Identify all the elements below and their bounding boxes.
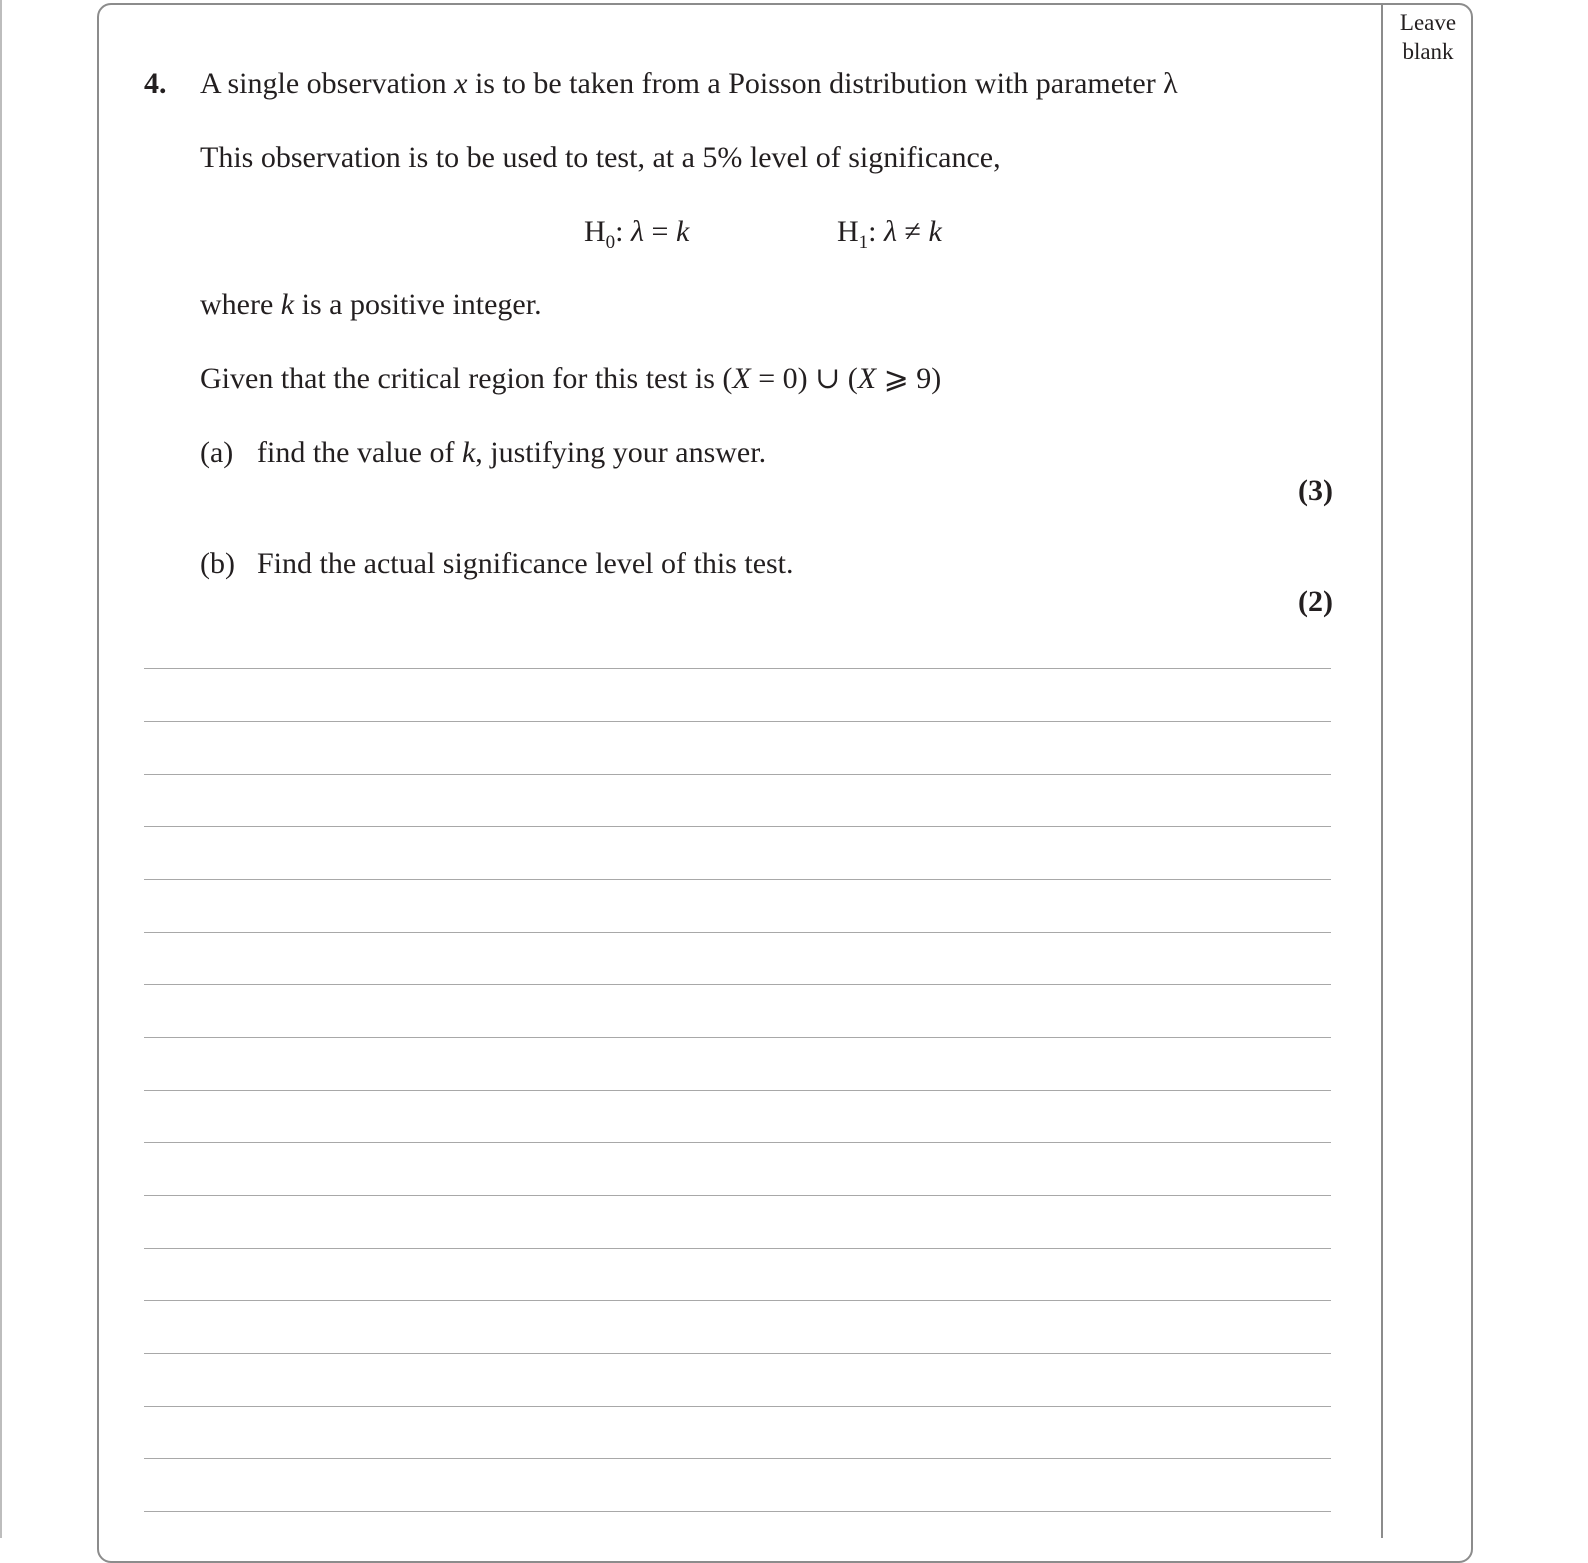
leave-blank-label	[1385, 8, 1471, 66]
test-statement: This observation is to be used to test, at a 5% level of significance,	[200, 141, 1001, 174]
k-definition: where k is a positive integer.	[200, 288, 542, 321]
page-edge	[0, 0, 2, 1538]
answer-line[interactable]	[144, 879, 1331, 880]
answer-frame	[97, 3, 1473, 1563]
answer-line[interactable]	[144, 1248, 1331, 1249]
answer-line[interactable]	[144, 774, 1331, 775]
part-b-label: (b)	[200, 547, 235, 580]
question-intro: A single observation x is to be taken from a Poisson distribution with parameter λ	[200, 67, 1178, 100]
answer-line[interactable]	[144, 1037, 1331, 1038]
answer-line[interactable]	[144, 1300, 1331, 1301]
answer-line[interactable]	[144, 1511, 1331, 1512]
leave-blank-line2: blank	[1402, 39, 1454, 64]
part-a-marks: (3)	[1298, 474, 1333, 507]
critical-region-statement: Given that the critical region for this test is (X = 0) ∪ (X ⩾ 9)	[200, 362, 942, 395]
question-number: 4.	[144, 67, 167, 100]
answer-line[interactable]	[144, 668, 1331, 669]
alternative-hypothesis: $H_1$: λ ≠ k	[837, 215, 942, 253]
answer-line[interactable]	[144, 1142, 1331, 1143]
answer-line[interactable]	[144, 1353, 1331, 1354]
answer-line[interactable]	[144, 826, 1331, 827]
null-hypothesis: $H_0$: λ = k	[584, 215, 690, 253]
part-b-text: Find the actual significance level of this test.	[257, 547, 794, 580]
leave-blank-line1: Leave	[1399, 10, 1457, 35]
answer-line[interactable]	[144, 1090, 1331, 1091]
answer-line[interactable]	[144, 984, 1331, 985]
answer-line[interactable]	[144, 721, 1331, 722]
margin-divider	[1381, 4, 1383, 1538]
answer-line[interactable]	[144, 1458, 1331, 1459]
answer-line[interactable]	[144, 1195, 1331, 1196]
answer-line[interactable]	[144, 1406, 1331, 1407]
answer-line[interactable]	[144, 932, 1331, 933]
part-a-text: find the value of k, justifying your answer.	[257, 436, 767, 469]
part-a-label: (a)	[200, 436, 234, 469]
part-b-marks: (2)	[1298, 585, 1333, 618]
